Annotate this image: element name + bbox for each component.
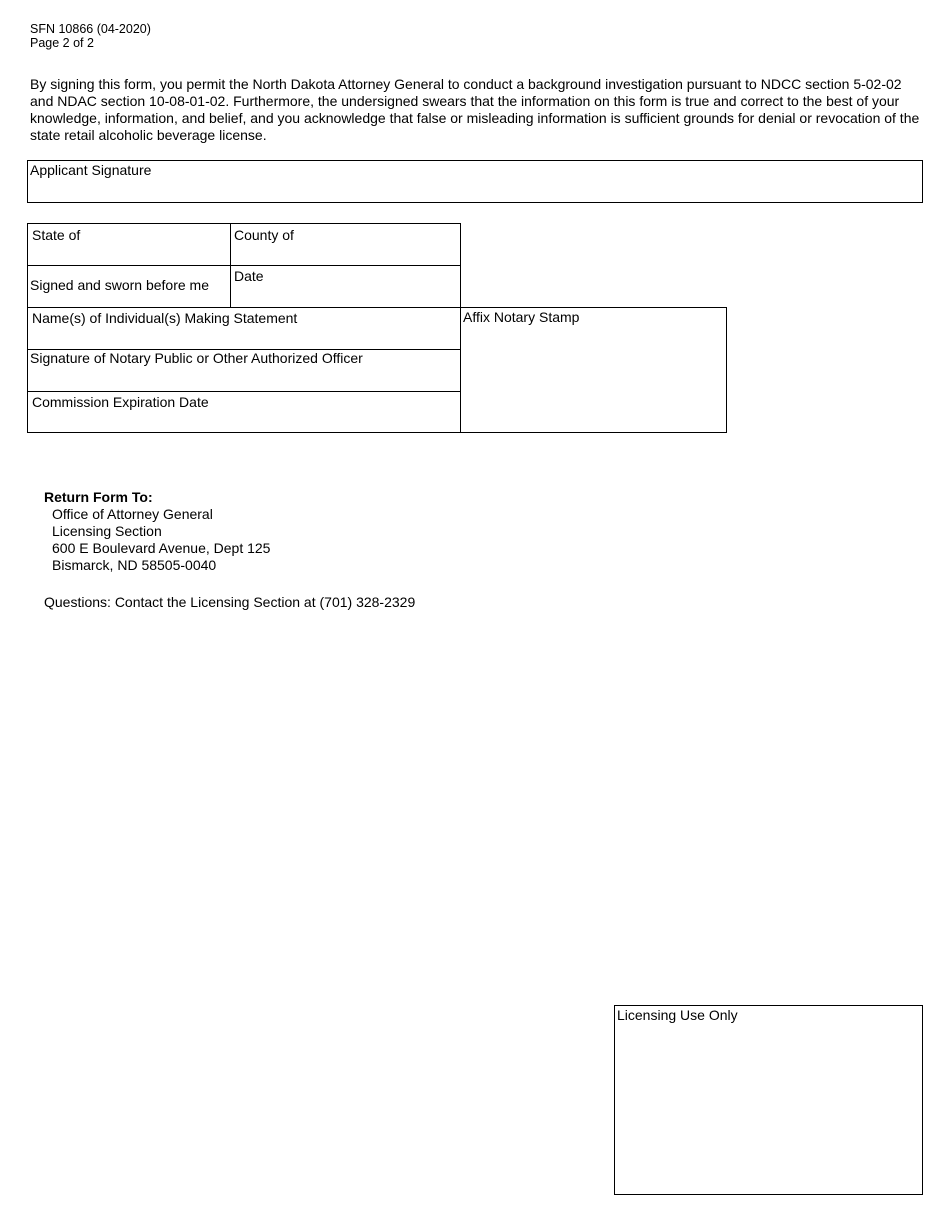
licensing-use-only-label: Licensing Use Only [617,1007,738,1023]
date-label: Date [234,268,264,284]
return-address-line: 600 E Boulevard Avenue, Dept 125 [52,540,271,556]
signed-sworn-cell [28,266,230,307]
notary-stamp-area [460,307,727,433]
signed-sworn-label: Signed and sworn before me [30,277,209,293]
state-field[interactable] [28,224,230,265]
individual-names-label: Name(s) of Individual(s) Making Statement [32,310,298,326]
questions-contact: Questions: Contact the Licensing Section at (701) 328-2329 [44,594,416,610]
commission-expiration-label: Commission Expiration Date [32,394,209,410]
applicant-signature-field[interactable] [27,160,923,203]
return-address-line: Office of Attorney General [52,506,213,522]
individual-names-field[interactable] [28,308,460,349]
county-field[interactable] [231,224,460,265]
commission-expiration-field[interactable] [28,392,460,433]
date-field[interactable] [231,266,460,307]
licensing-use-only-box [614,1005,923,1195]
state-label: State of [32,227,81,243]
notary-signature-label: Signature of Notary Public or Other Authorized Officer [30,350,363,366]
applicant-signature-label: Applicant Signature [30,162,152,178]
county-label: County of [234,227,294,243]
return-address-line: Licensing Section [52,523,162,539]
page-number: Page 2 of 2 [30,36,94,50]
form-number: SFN 10866 (04-2020) [30,22,151,36]
return-address-line: Bismarck, ND 58505-0040 [52,557,217,573]
notary-signature-field[interactable] [28,350,460,391]
notary-stamp-label: Affix Notary Stamp [463,309,580,325]
consent-statement: By signing this form, you permit the North Dakota Attorney General to conduct a background investigation pursuant to NDCC section 5-02-02 and NDAC section 10-08-01-02. Furthermore, the undersigned swears that the information on this form is true and correct to the best of your knowledge, information, and belief, and you acknowledge that false or misleading information is sufficient grounds for denial or revocation of the state retail alcoholic beverage license. [30,76,920,143]
return-form-title: Return Form To: [44,489,153,505]
